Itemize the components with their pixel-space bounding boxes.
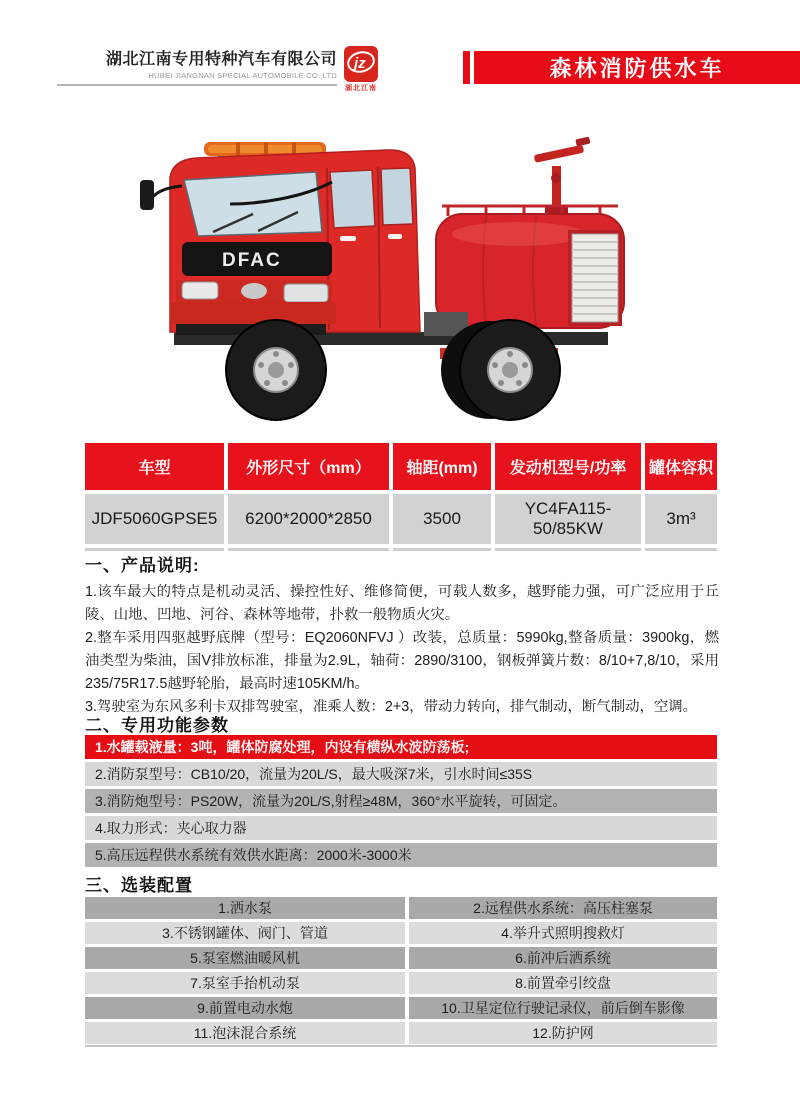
param-row: 5.高压远程供水系统有效供水距离：2000米-3000米 [85, 843, 717, 867]
company-logo-caption: 湖北江南 [345, 85, 377, 92]
param-row: 1.水罐载液量：3吨，罐体防腐处理，内设有横纵水波防荡板; [85, 735, 717, 759]
product-title: 森林消防供水车 [549, 56, 725, 81]
company-name-cn: 湖北江南专用特种汽车有限公司 [105, 51, 337, 68]
product-title-banner [474, 51, 800, 84]
spec-header-cell: 罐体容积 [645, 443, 717, 490]
company-header [57, 50, 337, 86]
option-cell: 11.泡沫混合系统 [85, 1022, 405, 1044]
option-cell: 3.不锈钢罐体、阀门、管道 [85, 922, 405, 944]
section-title: 一、产品说明: [85, 556, 200, 575]
function-params-list [85, 735, 717, 870]
water-monitor-icon [534, 137, 591, 216]
spec-header-cell: 轴距(mm) [393, 443, 491, 490]
optional-config-table [85, 897, 717, 1044]
param-row: 4.取力形式：夹心取力器 [85, 816, 717, 840]
option-cell: 9.前置电动水炮 [85, 997, 405, 1019]
section-product-description [85, 551, 719, 719]
option-cell: 7.泵室手抬机动泵 [85, 972, 405, 994]
truck-image [118, 136, 648, 436]
spec-value-cell: JDF5060GPSE5 [85, 494, 224, 544]
spec-header-cell: 外形尺寸（mm） [228, 443, 389, 490]
spec-header-cell: 发动机型号/功率 [495, 443, 641, 490]
svg-text:jz: jz [354, 55, 366, 72]
table-bottom-line [85, 1045, 717, 1047]
spec-table [85, 443, 717, 551]
product-paragraph: 3.驾驶室为东风多利卡双排驾驶室，准乘人数：2+3，带动力转向，排气制动，断气制动，空调。 [85, 699, 698, 715]
company-logo [344, 46, 378, 93]
cab [140, 150, 420, 335]
spec-value-cell: 3500 [393, 494, 491, 544]
option-cell: 10.卫星定位行驶记录仪，前后倒车影像 [409, 997, 717, 1019]
product-paragraph: 1.该车最大的特点是机动灵活、操控性好、维修简便，可载人数多，越野能力强，可广泛应用于丘陵、山地、凹地、河谷、森林等地带，扑救一般物质火灾。 [85, 584, 719, 623]
section-title: 三、选装配置 [85, 876, 193, 895]
param-row: 3.消防炮型号：PS20W，流量为20L/S,射程≥48M，360°水平旋转，可固定。 [85, 789, 717, 813]
spec-value-cell: 3m³ [645, 494, 717, 544]
company-logo-icon [344, 46, 378, 82]
option-cell: 5.泵室燃油暖风机 [85, 947, 405, 969]
equipment-locker [568, 230, 622, 326]
spec-value-cell: 6200*2000*2850 [228, 494, 389, 544]
option-cell: 8.前置牵引绞盘 [409, 972, 717, 994]
svg-text:DFAC: DFAC [222, 250, 282, 271]
option-cell: 4.举升式照明搜救灯 [409, 922, 717, 944]
product-paragraph: 2.整车采用四驱越野底牌（型号：EQ2060NFVJ ）改装，总质量：5990kg,整备质量：3900kg，燃油类型为柴油，国V排放标准，排量为2.9L，轴荷：2890/3100，钢板弹簧片数：8/10+7,8/10，采用235/75R17.5越野轮胎，最高时速105KM/h。 [85, 630, 719, 692]
banner-accent-bar [463, 51, 470, 84]
section-title: 二、专用功能参数 [85, 716, 229, 735]
param-row: 2.消防泵型号：CB10/20，流量为20L/S，最大吸深7米，引水时间≤35S [85, 762, 717, 786]
company-name-en: HUBEI JIANGNAN SPECIAL AUTOMOBILE CO.,LTD [148, 71, 337, 80]
option-cell: 2.远程供水系统：高压柱塞泵 [409, 897, 717, 919]
spec-header-cell: 车型 [85, 443, 224, 490]
spec-value-cell: YC4FA115-50/85KW [495, 494, 641, 544]
option-cell: 6.前冲后洒系统 [409, 947, 717, 969]
option-cell: 1.洒水泵 [85, 897, 405, 919]
option-cell: 12.防护网 [409, 1022, 717, 1044]
